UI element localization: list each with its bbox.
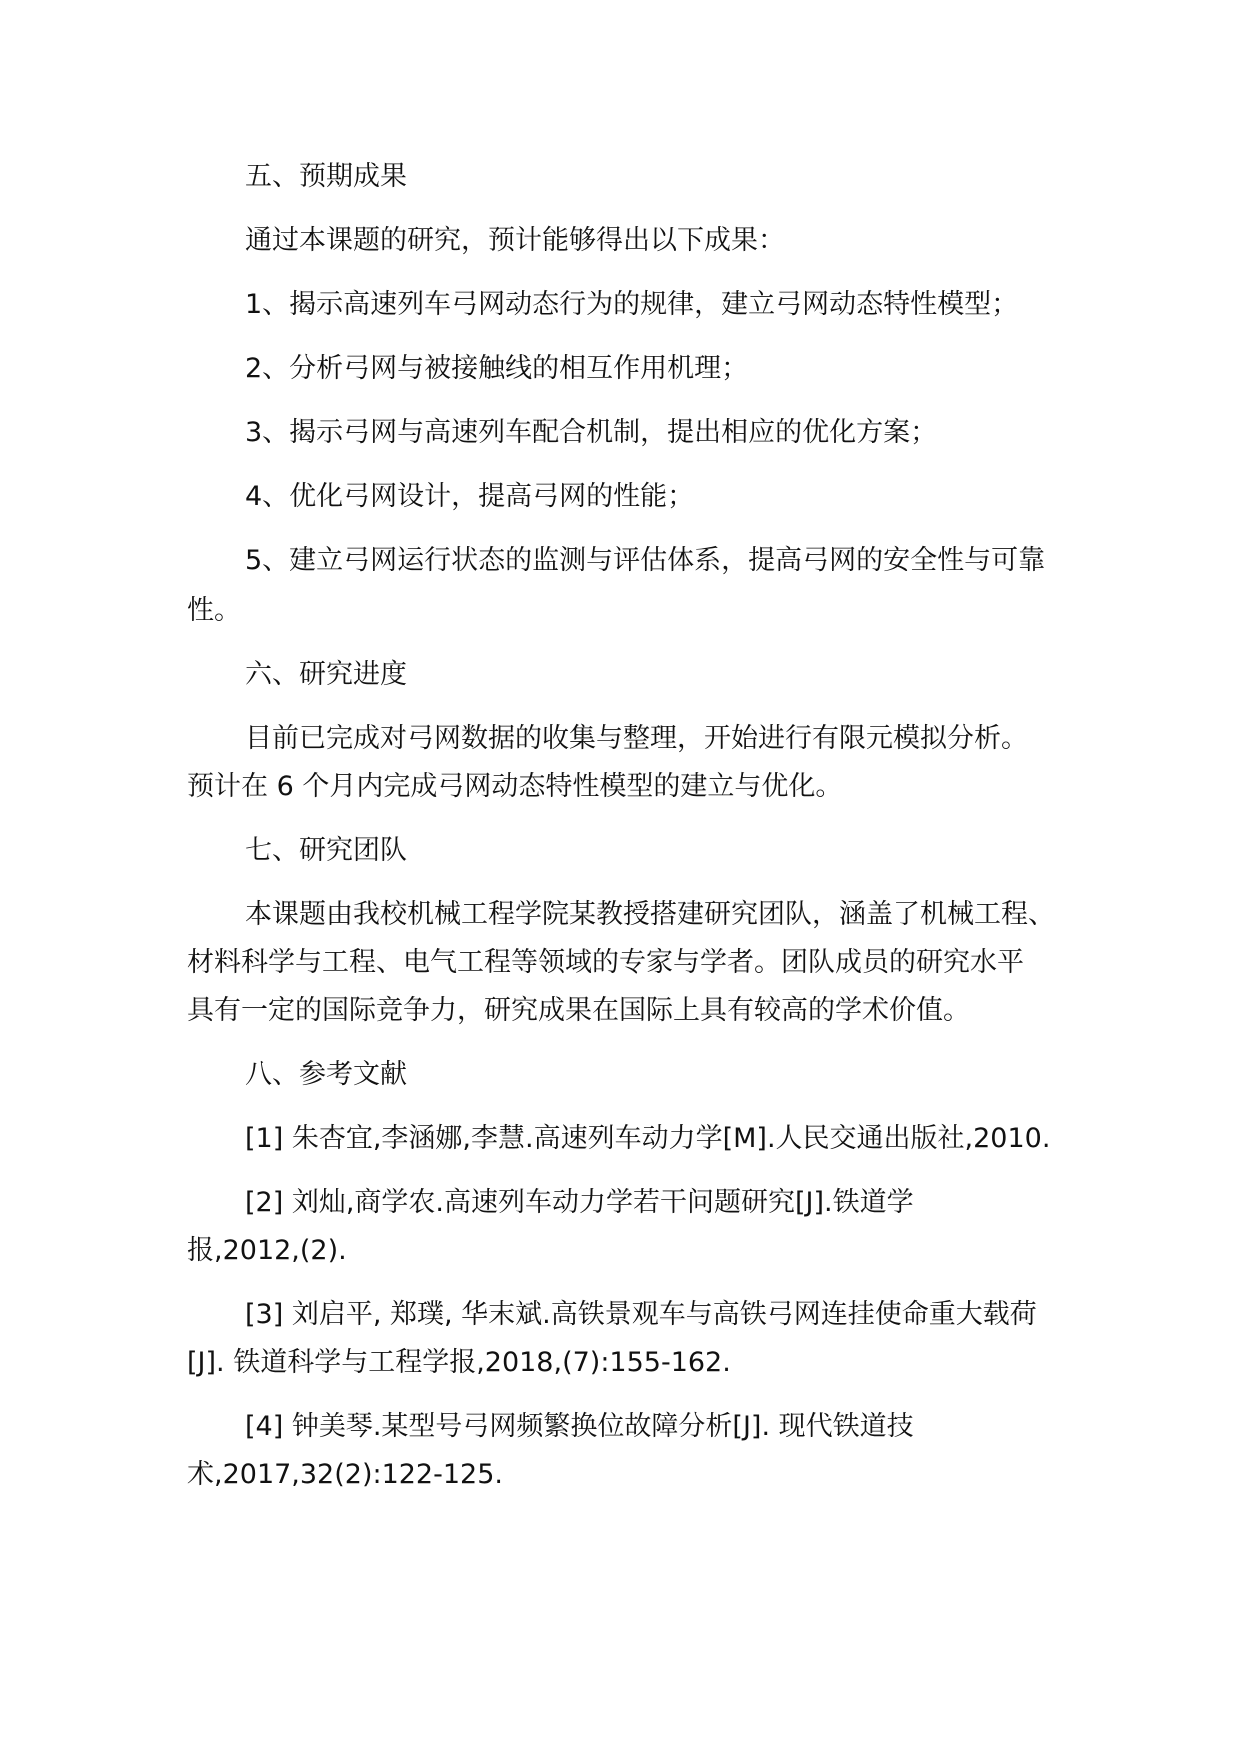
research-team-line-3: 具有一定的国际竞争力，研究成果在国际上具有较高的学术价值。	[187, 995, 970, 1026]
research-progress-line-2: 预计在 6 个月内完成弓网动态特性模型的建立与优化。	[187, 771, 843, 802]
research-progress-line-1: 目前已完成对弓网数据的收集与整理，开始进行有限元模拟分析。	[245, 723, 1028, 754]
section-heading-research-progress: 六、研究进度	[245, 659, 407, 690]
expected-result-item-4: 4、优化弓网设计，提高弓网的性能；	[245, 481, 695, 512]
research-team-line-2: 材料科学与工程、电气工程等领域的专家与学者。团队成员的研究水平	[187, 947, 1024, 978]
reference-4-line-2: 术,2017,32(2):122-125.	[187, 1459, 503, 1490]
section-heading-expected-results: 五、预期成果	[245, 161, 407, 192]
research-team-line-1: 本课题由我校机械工程学院某教授搭建研究团队，涵盖了机械工程、	[245, 899, 1055, 930]
expected-result-item-3: 3、揭示弓网与高速列车配合机制，提出相应的优化方案；	[245, 417, 938, 448]
section-heading-references: 八、参考文献	[245, 1059, 407, 1090]
section-heading-research-team: 七、研究团队	[245, 835, 407, 866]
reference-2-line-1: [2] 刘灿,商学农.高速列车动力学若干问题研究[J].铁道学	[245, 1187, 914, 1218]
expected-result-item-5-line-1: 5、建立弓网运行状态的监测与评估体系，提高弓网的安全性与可靠	[245, 545, 1046, 576]
reference-1: [1] 朱杏宜,李涵娜,李慧.高速列车动力学[M].人民交通出版社,2010.	[245, 1123, 1051, 1154]
expected-result-item-2: 2、分析弓网与被接触线的相互作用机理；	[245, 353, 749, 384]
expected-results-intro: 通过本课题的研究，预计能够得出以下成果：	[245, 225, 785, 256]
expected-result-item-5-line-2: 性。	[187, 595, 241, 626]
expected-result-item-1: 1、揭示高速列车弓网动态行为的规律，建立弓网动态特性模型；	[245, 289, 1019, 320]
reference-3-line-1: [3] 刘启平, 郑璞, 华末斌.高铁景观车与高铁弓网连挂使命重大载荷	[245, 1299, 1037, 1330]
reference-4-line-1: [4] 钟美琴.某型号弓网频繁换位故障分析[J]. 现代铁道技	[245, 1411, 914, 1442]
reference-2-line-2: 报,2012,(2).	[187, 1235, 347, 1266]
reference-3-line-2: [J]. 铁道科学与工程学报,2018,(7):155-162.	[187, 1347, 731, 1378]
